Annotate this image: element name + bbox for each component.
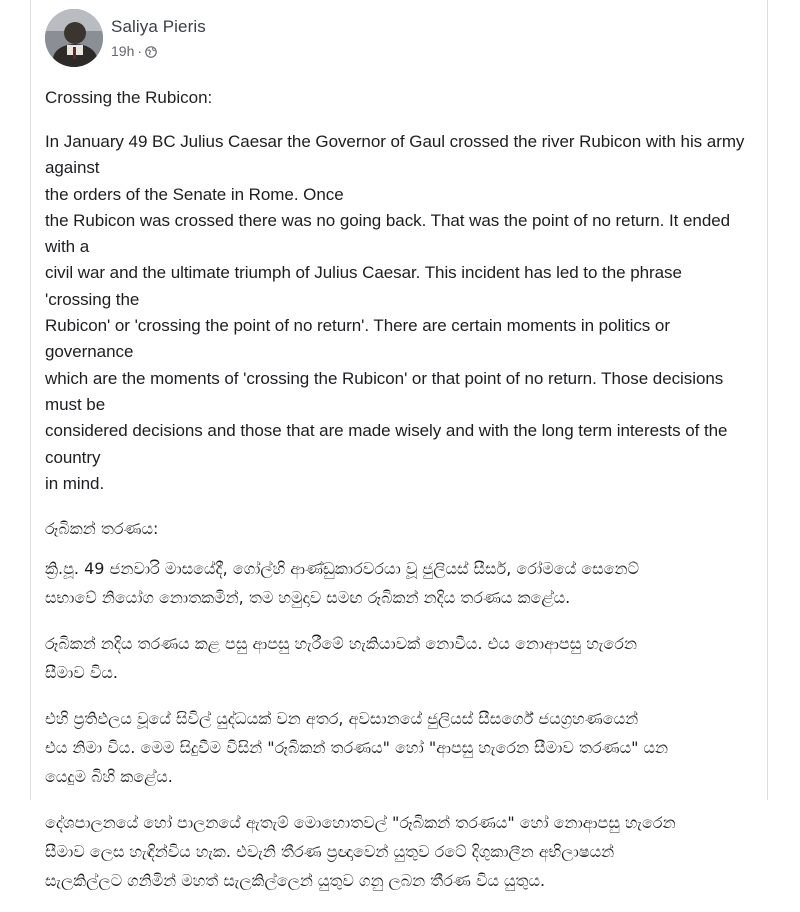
profile-photo-icon	[45, 9, 103, 67]
paragraph-line: සැලකිල්ලට ගනිමින් මහත් සැලකිල්ලෙන් යුතුව ගනු ලබන තීරණ විය යුතුය.	[45, 871, 546, 891]
author-name[interactable]: Saliya Pieris	[111, 17, 206, 36]
paragraph-line: යෙදුම බිහි කළේය.	[45, 767, 173, 787]
paragraph-line: එහි ප්‍රතිඵලය වූයේ සිවිල් යුද්ධයක් වන අතර, අවසානයේ ජුලියස් සීසර්ගේ ජයග්‍රහණයෙන්	[45, 709, 639, 729]
paragraph-line: ක්‍රි.පූ. 49 ජනවාරි මාසයේදී, ගෝල්හි ආණ්ඩුකාරවරයා වූ ජුලියස් සීසර්, රෝමයේ සෙනෙට්	[45, 559, 639, 579]
paragraph-line: the Rubicon was crossed there was no going back. That was the point of no return. It ended with a	[45, 210, 731, 257]
post-title-en: Crossing the Rubicon:	[45, 88, 213, 107]
paragraph-line: දේශපාලනයේ හෝ පාලනයේ ඇතැම් මොහොතවල් "රූබිකන් තරණය" හෝ නොආපසු හැරෙන	[45, 813, 676, 833]
paragraph-si-4	[45, 808, 751, 895]
paragraph-line: Rubicon' or 'crossing the point of no return'. There are certain moments in politics or governance	[45, 316, 670, 362]
paragraph-line: එය නිමා විය. මෙම සිදුවීම විසින් "රූබිකන් තරණය" හෝ "ආපසු හැරෙන සීමාව තරණය" යන	[45, 738, 669, 758]
paragraph-line: සීමාව ලෙස හැඳින්විය හැක. එවැනි තීරණ ප්‍රඥාවෙන් යුතුව රටේ දිගුකාලීන අභිලාෂයන්	[45, 842, 615, 862]
paragraph-line: සභාවේ නියෝග නොතකමින්, තම හමුදාව සමඟ රූබිකන් නදිය තරණය කළේය.	[45, 588, 571, 608]
post-title-si: රූබිකන් තරණය:	[45, 519, 159, 539]
paragraph-si-3	[45, 704, 751, 791]
paragraph-line: රූබිකන් නදිය තරණය කළ පසු ආපසු හැරීමේ හැකියාවක් නොවීය. එය නොආපසු හැරෙන	[45, 634, 637, 654]
paragraph-line: in mind.	[45, 473, 105, 493]
avatar[interactable]	[45, 9, 103, 67]
paragraph-line: සීමාව විය.	[45, 663, 118, 683]
paragraph-line: In January 49 BC Julius Caesar the Governor of Gaul crossed the river Rubicon with his army against	[45, 132, 745, 178]
paragraph-line: the orders of the Senate in Rome. Once	[45, 184, 344, 204]
paragraph-line: considered decisions and those that are made wisely and with the long term interests of the country	[45, 421, 728, 467]
facebook-post	[30, 0, 768, 891]
globe-icon[interactable]	[145, 45, 157, 57]
post-body	[45, 86, 751, 912]
paragraph-si-1	[45, 554, 751, 612]
meta-separator: ·	[137, 43, 143, 59]
paragraph-en	[45, 129, 751, 497]
paragraph-line: civil war and the ultimate triumph of Julius Caesar. This incident has led to the phrase 'crossing the	[45, 263, 682, 309]
post-timestamp[interactable]: 19h	[111, 43, 135, 59]
post-header	[45, 5, 206, 71]
paragraph-si-2	[45, 629, 751, 687]
paragraph-line: which are the moments of 'crossing the Rubicon' or that point of no return. Those decisions must be	[45, 368, 724, 414]
